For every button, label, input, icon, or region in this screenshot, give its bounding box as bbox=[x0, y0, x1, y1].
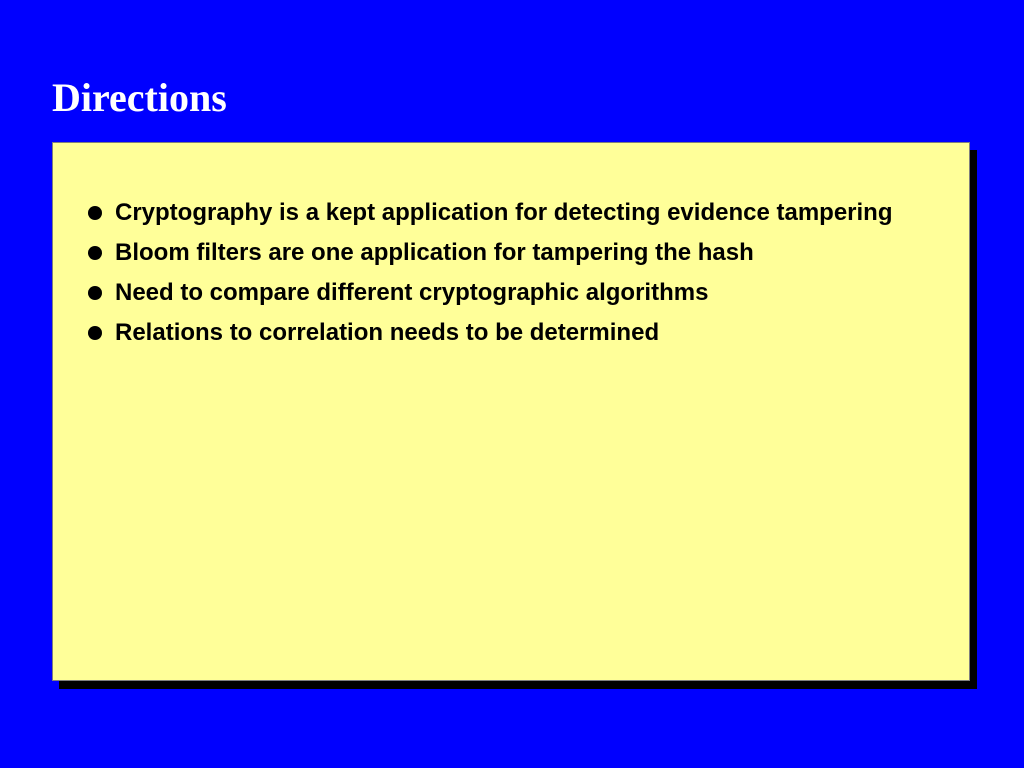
bullet-text: Bloom filters are one application for tampering the hash bbox=[115, 239, 754, 266]
bullet-list bbox=[88, 198, 928, 358]
bullet-text: Relations to correlation needs to be determined bbox=[115, 319, 660, 346]
bullet-icon bbox=[88, 326, 102, 340]
bullet-icon bbox=[88, 286, 102, 300]
bullet-item bbox=[88, 278, 928, 308]
content-panel bbox=[52, 142, 970, 681]
bullet-text: Cryptography is a kept application for detecting evidence tampering bbox=[115, 199, 893, 226]
bullet-item bbox=[88, 238, 928, 268]
bullet-icon bbox=[88, 246, 102, 260]
bullet-icon bbox=[88, 206, 102, 220]
bullet-text: Need to compare different cryptographic algorithms bbox=[115, 279, 709, 306]
slide-title: Directions bbox=[52, 75, 227, 120]
bullet-item bbox=[88, 198, 928, 228]
bullet-item bbox=[88, 318, 928, 348]
